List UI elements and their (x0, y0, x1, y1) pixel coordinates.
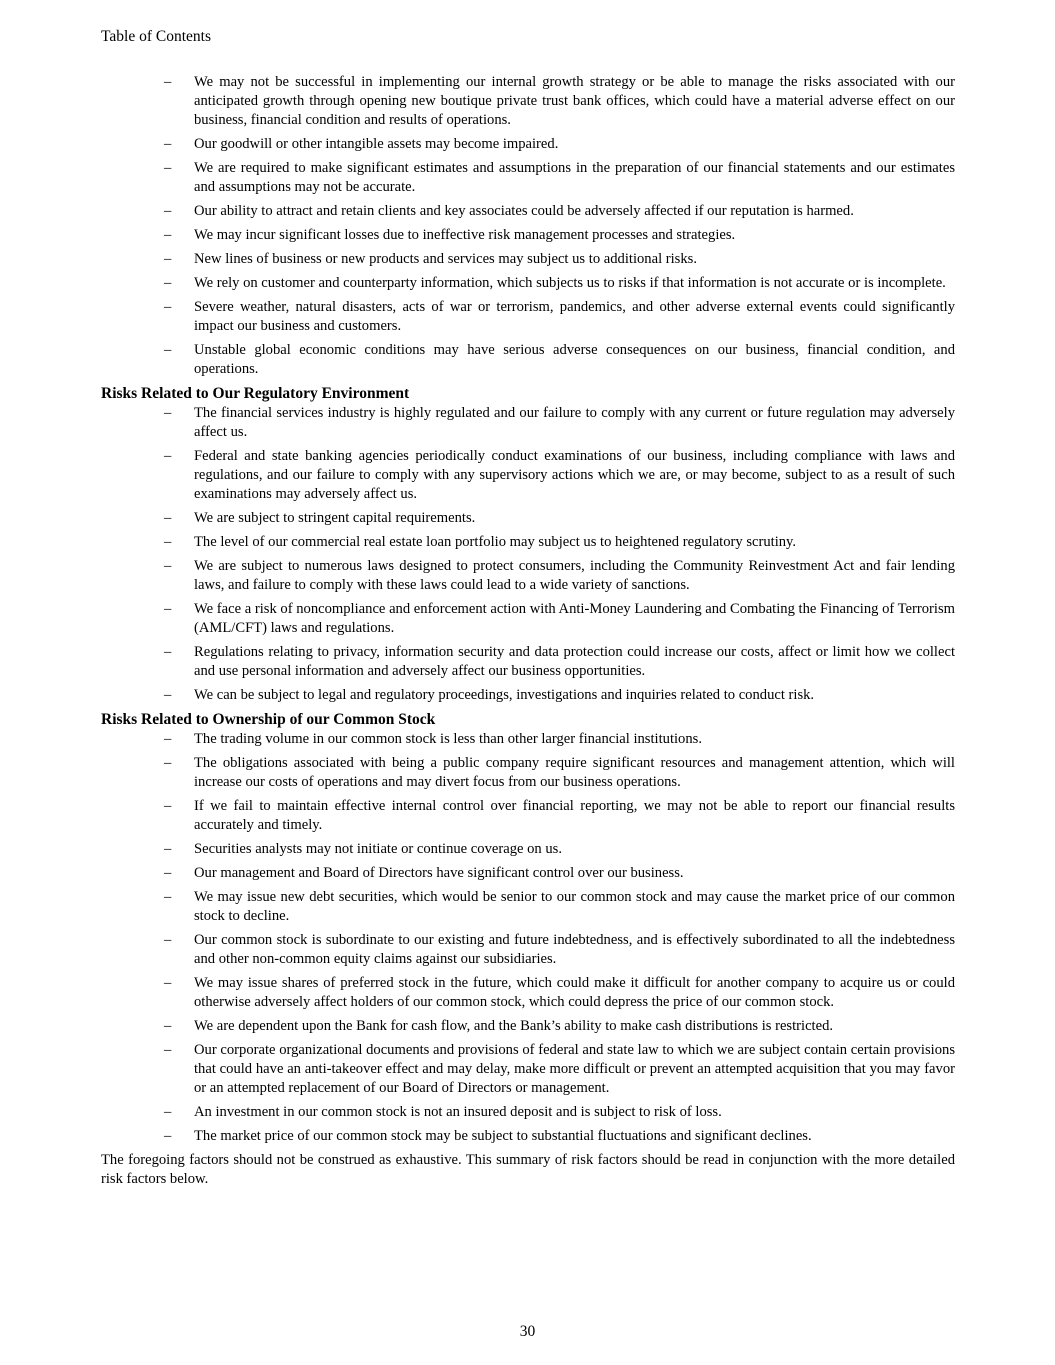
dash-bullet-icon: – (164, 798, 172, 814)
dash-bullet-icon: – (164, 841, 172, 857)
risk-item-text: Securities analysts may not initiate or continue coverage on us. (194, 841, 562, 857)
dash-bullet-icon: – (164, 405, 172, 421)
dash-bullet-icon: – (164, 1018, 172, 1034)
dash-bullet-icon: – (164, 342, 172, 358)
regulatory-risks-list (101, 404, 955, 705)
section-heading-ownership: Risks Related to Ownership of our Common Stock (101, 711, 436, 728)
risk-item-text: If we fail to maintain effective internal control over financial reporting, we may not be able to report our financial results accurately and timely. (194, 798, 955, 833)
dash-bullet-icon: – (164, 136, 172, 152)
risk-item-text: The obligations associated with being a public company require significant resources and management attention, which will increase our costs of operations and may divert focus from our business operations. (194, 755, 955, 790)
risk-item-text: We rely on customer and counterparty information, which subjects us to risks if that information is not accurate or is incomplete. (194, 275, 946, 291)
dash-bullet-icon: – (164, 1104, 172, 1120)
dash-bullet-icon: – (164, 299, 172, 315)
risk-item (101, 73, 955, 130)
page-number: 30 (519, 1323, 536, 1340)
risk-summary-content (101, 73, 955, 1189)
risk-item (101, 557, 955, 595)
risk-item (101, 447, 955, 504)
risk-item (101, 533, 955, 552)
risk-item (101, 888, 955, 926)
dash-bullet-icon: – (164, 251, 172, 267)
risk-item (101, 404, 955, 442)
risk-item (101, 1103, 955, 1122)
risk-item-text: We are subject to stringent capital requirements. (194, 510, 476, 526)
dash-bullet-icon: – (164, 448, 172, 464)
risk-item-text: Our management and Board of Directors have significant control over our business. (194, 865, 684, 881)
risk-item (101, 135, 955, 154)
dash-bullet-icon: – (164, 889, 172, 905)
risk-item (101, 509, 955, 528)
risk-item (101, 864, 955, 883)
risk-item-text: Our goodwill or other intangible assets may become impaired. (194, 136, 559, 152)
risk-item-text: Unstable global economic conditions may have serious adverse consequences on our business, financial condition, and operations. (194, 342, 955, 377)
risk-item-text: Federal and state banking agencies periodically conduct examinations of our business, including compliance with laws and regulations, and our failure to comply with any supervisory actions which we are, or may become, subject to as a result of such examinations may adversely affect us. (194, 448, 955, 502)
risk-item-text: We may incur significant losses due to ineffective risk management processes and strategies. (194, 227, 736, 243)
risk-item (101, 840, 955, 859)
dash-bullet-icon: – (164, 74, 172, 90)
risk-item (101, 797, 955, 835)
risk-item-text: Regulations relating to privacy, information security and data protection could increase our costs, affect or limit how we collect and use personal information and adversely affect our business opportunities. (194, 644, 955, 679)
dash-bullet-icon: – (164, 510, 172, 526)
risk-item-text: Our ability to attract and retain clients and key associates could be adversely affected if our reputation is harmed. (194, 203, 854, 219)
dash-bullet-icon: – (164, 558, 172, 574)
risk-item-text: We may not be successful in implementing our internal growth strategy or be able to manage the risks associated with our anticipated growth through opening new boutique private trust bank offices, which could have a material adverse effect on our business, financial condition and results of operations. (194, 74, 955, 128)
ownership-risks-list (101, 730, 955, 1146)
risk-item-text: We can be subject to legal and regulatory proceedings, investigations and inquiries related to conduct risk. (194, 687, 815, 703)
risk-item-text: The market price of our common stock may be subject to substantial fluctuations and significant declines. (194, 1128, 812, 1144)
risk-item (101, 1017, 955, 1036)
risk-item (101, 643, 955, 681)
risk-item-text: The trading volume in our common stock is less than other larger financial institutions. (194, 731, 702, 747)
risk-item-text: The level of our commercial real estate loan portfolio may subject us to heightened regulatory scrutiny. (194, 534, 797, 550)
general-risks-list (101, 73, 955, 379)
dash-bullet-icon: – (164, 534, 172, 550)
risk-item (101, 754, 955, 792)
risk-item (101, 250, 955, 269)
risk-item (101, 600, 955, 638)
dash-bullet-icon: – (164, 1042, 172, 1058)
dash-bullet-icon: – (164, 932, 172, 948)
risk-item-text: New lines of business or new products and services may subject us to additional risks. (194, 251, 697, 267)
risk-item-text: We are required to make significant estimates and assumptions in the preparation of our financial statements and our estimates and assumptions may not be accurate. (194, 160, 955, 195)
dash-bullet-icon: – (164, 203, 172, 219)
risk-item (101, 298, 955, 336)
risk-item (101, 159, 955, 197)
dash-bullet-icon: – (164, 644, 172, 660)
risk-item (101, 1127, 955, 1146)
risk-item (101, 730, 955, 749)
risk-item-text: We are subject to numerous laws designed to protect consumers, including the Community Reinvestment Act and fair lending laws, and failure to comply with these laws could lead to a wide variety of sanctions. (194, 558, 955, 593)
section-heading-regulatory: Risks Related to Our Regulatory Environment (101, 385, 410, 402)
risk-item (101, 341, 955, 379)
risk-item-text: Our common stock is subordinate to our existing and future indebtedness, and is effectively subordinated to all the indebtedness and other non-common equity claims against our subsidiaries. (194, 932, 955, 967)
risk-item-text: We may issue new debt securities, which would be senior to our common stock and may cause the market price of our common stock to decline. (194, 889, 955, 924)
risk-item (101, 931, 955, 969)
dash-bullet-icon: – (164, 160, 172, 176)
dash-bullet-icon: – (164, 865, 172, 881)
table-of-contents-link[interactable]: Table of Contents (101, 28, 211, 45)
risk-item-text: The financial services industry is highly regulated and our failure to comply with any current or future regulation may adversely affect us. (194, 405, 955, 440)
dash-bullet-icon: – (164, 687, 172, 703)
dash-bullet-icon: – (164, 227, 172, 243)
risk-item-text: We are dependent upon the Bank for cash flow, and the Bank’s ability to make cash distributions is restricted. (194, 1018, 834, 1034)
risk-item (101, 226, 955, 245)
dash-bullet-icon: – (164, 975, 172, 991)
risk-item (101, 274, 955, 293)
risk-item-text: We face a risk of noncompliance and enforcement action with Anti-Money Laundering and Combating the Financing of Terrorism (AML/CFT) laws and regulations. (194, 601, 955, 636)
dash-bullet-icon: – (164, 755, 172, 771)
closing-paragraph: The foregoing factors should not be construed as exhaustive. This summary of risk factors should be read in conjunction with the more detailed risk factors below. (101, 1152, 955, 1187)
risk-item-text: We may issue shares of preferred stock in the future, which could make it difficult for another company to acquire us or could otherwise adversely affect holders of our common stock, which could depress the price of our common stock. (194, 975, 955, 1010)
dash-bullet-icon: – (164, 275, 172, 291)
risk-item (101, 974, 955, 1012)
risk-item-text: An investment in our common stock is not an insured deposit and is subject to risk of loss. (194, 1104, 722, 1120)
risk-item (101, 202, 955, 221)
risk-item (101, 686, 955, 705)
risk-item-text: Severe weather, natural disasters, acts of war or terrorism, pandemics, and other adverse external events could significantly impact our business and customers. (194, 299, 955, 334)
risk-item-text: Our corporate organizational documents and provisions of federal and state law to which we are subject contain certain provisions that could have an anti-takeover effect and may delay, make more difficult or prevent an attempted acquisition that you may favor or an attempted replacement of our Board of Directors or management. (194, 1042, 955, 1096)
risk-item (101, 1041, 955, 1098)
dash-bullet-icon: – (164, 731, 172, 747)
dash-bullet-icon: – (164, 1128, 172, 1144)
dash-bullet-icon: – (164, 601, 172, 617)
